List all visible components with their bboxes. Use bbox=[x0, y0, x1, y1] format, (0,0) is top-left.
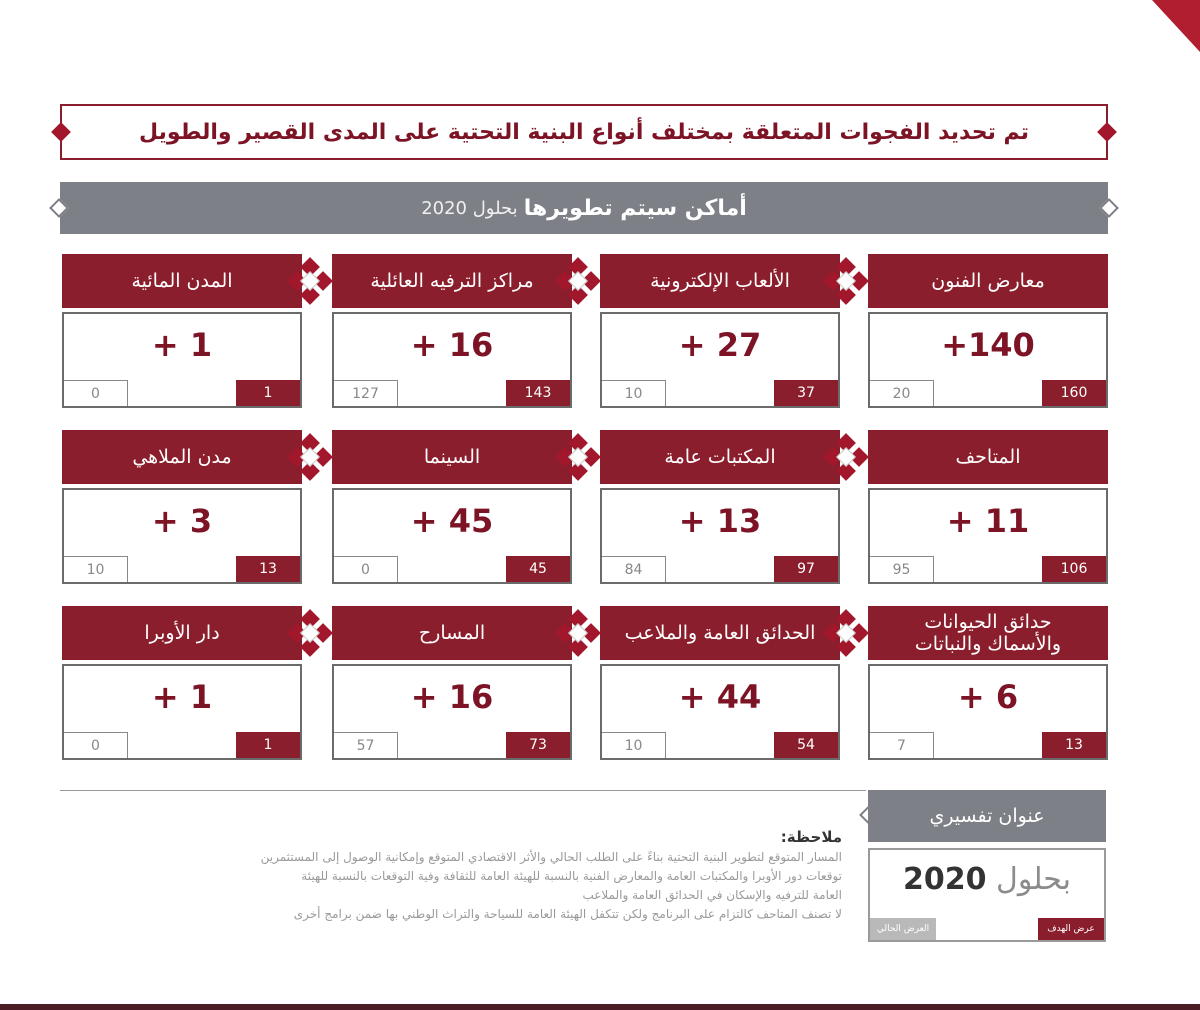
card-body bbox=[600, 664, 840, 760]
card-delta: + 1 bbox=[151, 326, 213, 364]
card-current-value: 127 bbox=[334, 380, 398, 406]
card-target-value: 54 bbox=[774, 732, 838, 758]
card-museums bbox=[868, 430, 1108, 584]
section-subtitle: بحلول 2020 bbox=[421, 197, 518, 219]
legend-box bbox=[868, 848, 1106, 942]
card-title: دار الأوبرا bbox=[62, 606, 302, 660]
card-delta: + 13 bbox=[678, 502, 762, 540]
diamond-icon bbox=[1097, 122, 1117, 142]
diamond-cluster-icon bbox=[555, 258, 601, 304]
headline-box bbox=[60, 104, 1108, 160]
section-banner bbox=[60, 182, 1108, 234]
card-theaters bbox=[332, 606, 572, 760]
diamond-cluster-icon bbox=[823, 258, 869, 304]
diamond-cluster-icon bbox=[823, 434, 869, 480]
bottom-bar bbox=[0, 1004, 1200, 1010]
card-title: مراكز الترفيه العائلية bbox=[332, 254, 572, 308]
card-target-value: 45 bbox=[506, 556, 570, 582]
card-title: المتاحف bbox=[868, 430, 1108, 484]
card-body bbox=[332, 312, 572, 408]
card-delta: + 11 bbox=[946, 502, 1030, 540]
diamond-cluster-icon bbox=[555, 610, 601, 656]
notes-line: توقعات دور الأوبرا والمكتبات العامة والمعارض الفنية بالنسبة للهيئة العامة للثقافة وفية التوقعات بالنسبة للهيئة bbox=[301, 869, 842, 883]
notes-title: ملاحظة: bbox=[780, 828, 842, 846]
card-zoos-aquariums bbox=[868, 606, 1108, 760]
card-delta: + 3 bbox=[151, 502, 213, 540]
diamond-cluster-icon bbox=[287, 434, 333, 480]
card-delta: + 45 bbox=[410, 502, 494, 540]
card-target-value: 1 bbox=[236, 732, 300, 758]
card-opera-house bbox=[62, 606, 302, 760]
diamond-cluster-icon bbox=[555, 434, 601, 480]
card-body bbox=[600, 488, 840, 584]
card-public-parks bbox=[600, 606, 840, 760]
card-title: الألعاب الإلكترونية bbox=[600, 254, 840, 308]
card-target-value: 13 bbox=[1042, 732, 1106, 758]
legend-year-line bbox=[870, 862, 1104, 897]
notes-line: لا تصنف المتاحف كالتزام على البرنامج ولكن تتكفل الهيئة العامة للسياحة والتراث الوطني بها ضمن برامج أخرى bbox=[293, 907, 842, 921]
card-title: المكتبات عامة bbox=[600, 430, 840, 484]
card-family-entertainment bbox=[332, 254, 572, 408]
legend-year: 2020 bbox=[903, 862, 987, 897]
card-amusement-parks bbox=[62, 430, 302, 584]
card-body bbox=[868, 312, 1108, 408]
legend-year-prefix: بحلول bbox=[996, 862, 1071, 897]
diamond-cluster-icon bbox=[287, 258, 333, 304]
card-current-value: 0 bbox=[64, 732, 128, 758]
diamond-cluster-icon bbox=[823, 610, 869, 656]
card-title: الحدائق العامة والملاعب bbox=[600, 606, 840, 660]
card-body bbox=[868, 664, 1108, 760]
card-title: مدن الملاهي bbox=[62, 430, 302, 484]
notes bbox=[120, 828, 842, 924]
card-current-value: 10 bbox=[602, 732, 666, 758]
card-current-value: 20 bbox=[870, 380, 934, 406]
headline: تم تحديد الفجوات المتعلقة بمختلف أنواع البنية التحتية على المدى القصير والطويل bbox=[138, 119, 1030, 145]
card-water-parks bbox=[62, 254, 302, 408]
notes-line: المسار المتوقع لتطوير البنية التحتية بناءً على الطلب الحالي والأثر الاقتصادي المتوقع وإمكانية الوصول إلى المستثمرين bbox=[260, 850, 842, 864]
card-delta: +140 bbox=[941, 326, 1035, 364]
card-title: السينما bbox=[332, 430, 572, 484]
diamond-icon bbox=[51, 122, 71, 142]
card-target-value: 1 bbox=[236, 380, 300, 406]
card-current-value: 84 bbox=[602, 556, 666, 582]
legend-current-label: العرض الحالي bbox=[870, 918, 936, 940]
diamond-icon bbox=[1099, 198, 1119, 218]
card-art-galleries bbox=[868, 254, 1108, 408]
card-delta: + 6 bbox=[957, 678, 1019, 716]
card-delta: + 16 bbox=[410, 326, 494, 364]
card-title: معارض الفنون bbox=[868, 254, 1108, 308]
card-delta: + 1 bbox=[151, 678, 213, 716]
divider bbox=[60, 790, 866, 791]
card-current-value: 0 bbox=[334, 556, 398, 582]
legend-target-label: عرض الهدف bbox=[1038, 918, 1104, 940]
legend-title: عنوان تفسيري bbox=[868, 790, 1106, 842]
card-body bbox=[332, 488, 572, 584]
card-electronic-games bbox=[600, 254, 840, 408]
card-current-value: 10 bbox=[602, 380, 666, 406]
infrastructure-grid bbox=[62, 254, 1106, 766]
card-delta: + 44 bbox=[678, 678, 762, 716]
card-target-value: 37 bbox=[774, 380, 838, 406]
card-body bbox=[600, 312, 840, 408]
card-body bbox=[62, 488, 302, 584]
card-target-value: 106 bbox=[1042, 556, 1106, 582]
card-body bbox=[62, 312, 302, 408]
card-title: حدائق الحيوانات والأسماك والنباتات bbox=[868, 606, 1108, 660]
notes-line: العامة للترفيه والإسكان في الحدائق العامة والملاعب bbox=[582, 888, 842, 902]
card-public-libraries bbox=[600, 430, 840, 584]
card-body bbox=[332, 664, 572, 760]
card-title: المسارح bbox=[332, 606, 572, 660]
card-current-value: 7 bbox=[870, 732, 934, 758]
card-current-value: 10 bbox=[64, 556, 128, 582]
card-body bbox=[62, 664, 302, 760]
section-title: أماكن سيتم تطويرها bbox=[523, 195, 747, 221]
corner-accent bbox=[1090, 0, 1200, 55]
card-target-value: 73 bbox=[506, 732, 570, 758]
diamond-icon bbox=[49, 198, 69, 218]
card-current-value: 95 bbox=[870, 556, 934, 582]
card-body bbox=[868, 488, 1108, 584]
card-target-value: 143 bbox=[506, 380, 570, 406]
card-delta: + 27 bbox=[678, 326, 762, 364]
diamond-cluster-icon bbox=[287, 610, 333, 656]
card-title: المدن المائية bbox=[62, 254, 302, 308]
card-current-value: 57 bbox=[334, 732, 398, 758]
card-target-value: 97 bbox=[774, 556, 838, 582]
card-cinema bbox=[332, 430, 572, 584]
card-target-value: 13 bbox=[236, 556, 300, 582]
card-target-value: 160 bbox=[1042, 380, 1106, 406]
card-delta: + 16 bbox=[410, 678, 494, 716]
card-current-value: 0 bbox=[64, 380, 128, 406]
